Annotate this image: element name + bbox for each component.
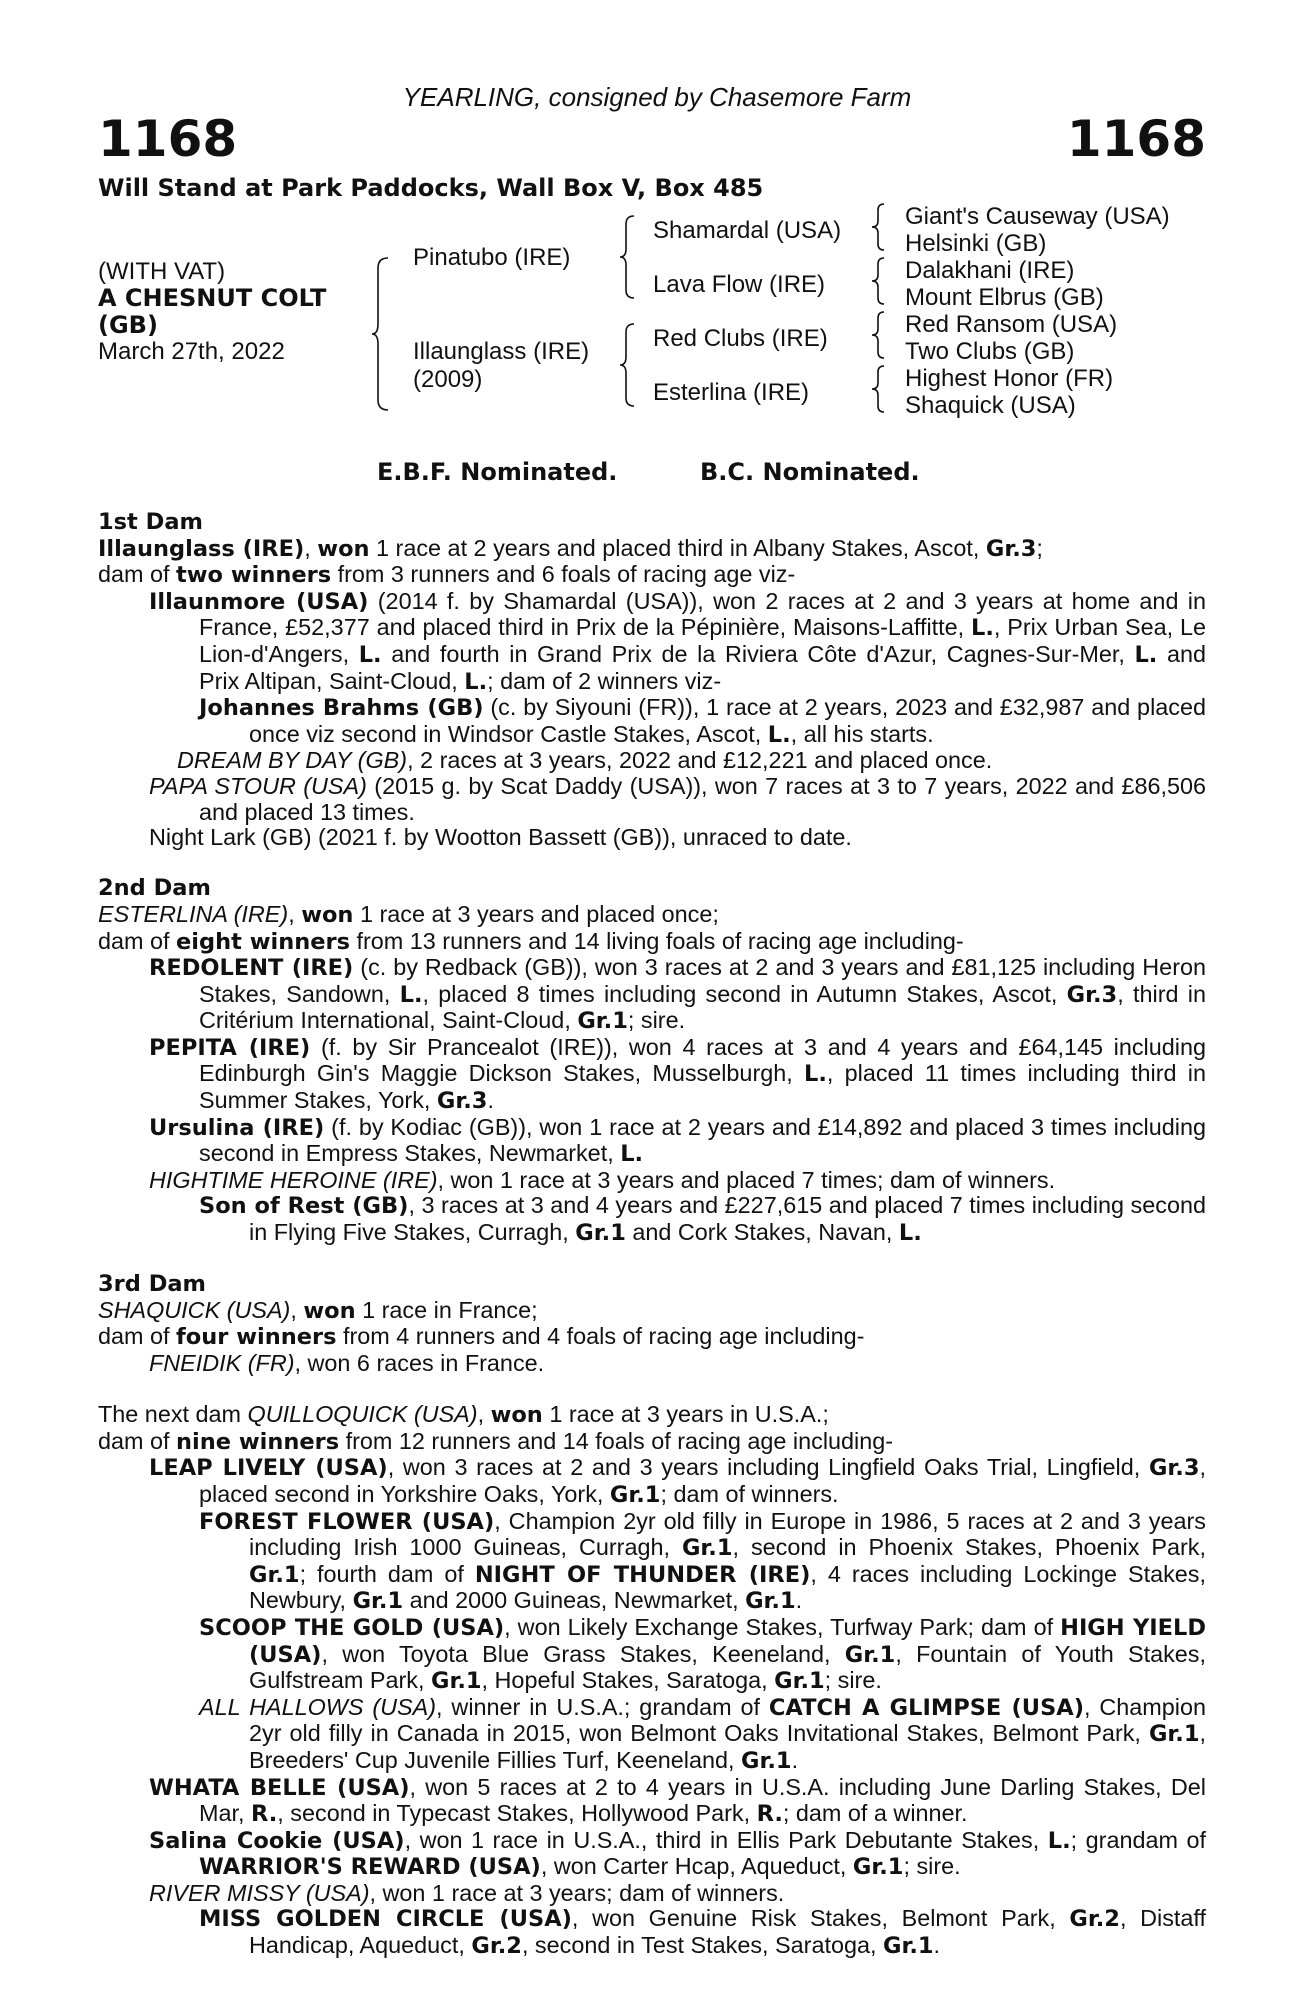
pedigree-dam-sire: Red Clubs (IRE)	[653, 325, 828, 352]
next-dam-grandfoal-1: FOREST FLOWER (USA), Champion 2yr old filly in Europe in 1986, 5 races at 2 and 3 years including Irish 1000 Guineas, Curragh, Gr.1, second in Phoenix Stakes, Phoenix Park, Gr.1; fourth dam of NIGHT OF THUNDER (IRE), 4 races including Lockinge Stakes, Newbury, Gr.1 and 2000 Guineas, Newmarket, Gr.1.	[199, 1507, 1206, 1615]
first-dam-grandfoal-1: Johannes Brahms (GB) (c. by Siyouni (FR)), 1 race at 2 years, 2023 and £32,987 and placed once viz second in Windsor Castle Stakes, Ascot, L., all his starts.	[199, 694, 1206, 748]
second-dam-produce: dam of eight winners from 13 runners and 14 living foals of racing age including-	[98, 927, 964, 955]
next-dam-produce: dam of nine winners from 12 runners and 14 foals of racing age including-	[98, 1427, 894, 1455]
third-dam-foal-1: FNEIDIK (FR), won 6 races in France.	[149, 1350, 545, 1376]
second-dam-grandfoal-1: Son of Rest (GB), 3 races at 3 and 4 years and £227,615 and placed 7 times including second in Flying Five Stakes, Curragh, Gr.1 and Cork Stakes, Navan, L.	[199, 1192, 1206, 1247]
pedigree-sire-sire: Shamardal (USA)	[653, 217, 842, 244]
lot-number-left: 1168	[98, 110, 238, 168]
next-dam-foal-1: LEAP LIVELY (USA), won 3 races at 2 and 3 years including Lingfield Oaks Trial, Lingfield, Gr.3, placed second in Yorkshire Oaks, York, Gr.1; dam of winners.	[149, 1454, 1207, 1508]
third-dam-heading: 3rd Dam	[98, 1271, 206, 1298]
bc-nomination: B.C. Nominated.	[700, 458, 920, 486]
next-dam-foal-3: Salina Cookie (USA), won 1 race in U.S.A., third in Ellis Park Debutante Stakes, L.; grandam of WARRIOR'S REWARD (USA), won Carter Hcap, Aqueduct, Gr.1; sire.	[149, 1826, 1207, 1881]
pedigree-g3-4: Mount Elbrus (GB)	[905, 284, 1104, 311]
next-dam-grandfoal-4: MISS GOLDEN CIRCLE (USA), won Genuine Risk Stakes, Belmont Park, Gr.2, Distaff Handicap, Aqueduct, Gr.2, second in Test Stakes, Saratoga, Gr.1.	[199, 1905, 1206, 1960]
stand-location: Will Stand at Park Paddocks, Wall Box V, Box 485	[98, 174, 764, 202]
first-dam-produce: dam of two winners from 3 runners and 6 foals of racing age viz-	[98, 561, 796, 589]
second-dam-heading: 2nd Dam	[98, 875, 211, 902]
horse-description: A CHESNUT COLT	[98, 284, 327, 312]
lot-number-right: 1168	[1066, 110, 1206, 168]
second-dam-foal-1: REDOLENT (IRE) (c. by Redback (GB)), won 3 races at 2 and 3 years and £81,125 including Heron Stakes, Sandown, L., placed 8 times including second in Autumn Stakes, Ascot, Gr.3, third in Critérium International, Saint-Cloud, Gr.1; sire.	[149, 954, 1206, 1035]
pedigree-brace-g4	[870, 364, 890, 414]
pedigree-brace-g3	[870, 310, 890, 360]
second-dam-foal-4: HIGHTIME HEROINE (IRE), won 1 race at 3 years and placed 7 times; dam of winners.	[149, 1166, 1056, 1193]
pedigree-sire: Pinatubo (IRE)	[413, 244, 571, 271]
pedigree-g3-8: Shaquick (USA)	[905, 392, 1076, 419]
second-dam-record: ESTERLINA (IRE), won 1 race at 3 years and placed once;	[98, 900, 719, 928]
first-dam-foal-3: Night Lark (GB) (2021 f. by Wootton Bassett (GB)), unraced to date.	[149, 824, 852, 851]
pedigree-g3-2: Helsinki (GB)	[905, 230, 1047, 257]
produce-record	[98, 510, 1206, 1960]
vat-note: (WITH VAT)	[98, 258, 226, 285]
pedigree-g3-1: Giant's Causeway (USA)	[905, 203, 1170, 230]
pedigree-g3-3: Dalakhani (IRE)	[905, 257, 1075, 284]
next-dam-record: The next dam QUILLOQUICK (USA), won 1 race at 3 years in U.S.A.;	[98, 1401, 829, 1429]
ebf-nomination: E.B.F. Nominated.	[377, 458, 618, 486]
pedigree-g3-5: Red Ransom (USA)	[905, 311, 1118, 338]
pedigree-brace-sire	[618, 214, 640, 300]
pedigree-sire-dam: Lava Flow (IRE)	[653, 271, 826, 298]
next-dam-grandfoal-3: ALL HALLOWS (USA), winner in U.S.A.; grandam of CATCH A GLIMPSE (USA), Champion 2yr old filly in Canada in 2015, won Belmont Oaks Invitational Stakes, Belmont Park, Gr.1, Breeders' Cup Juvenile Fillies Turf, Keeneland, Gr.1.	[199, 1693, 1206, 1774]
first-dam-grandfoal-2: DREAM BY DAY (GB), 2 races at 3 years, 2022 and £12,221 and placed once.	[177, 747, 993, 774]
pedigree-brace-g2	[870, 256, 890, 306]
pedigree-dam-year: (2009)	[413, 366, 483, 393]
second-dam-foal-3: Ursulina (IRE) (f. by Kodiac (GB)), won 1 race at 2 years and £14,892 and placed 3 times including second in Empress Stakes, Newmarket, L.	[149, 1113, 1206, 1168]
next-dam-grandfoal-2: SCOOP THE GOLD (USA), won Likely Exchange Stakes, Turfway Park; dam of HIGH YIELD (USA), won Toyota Blue Grass Stakes, Keeneland, Gr.1, Fountain of Youth Stakes, Gulfstream Park, Gr.1, Hopeful Stakes, Saratoga, Gr.1; sire.	[199, 1613, 1207, 1695]
pedigree-brace-main	[370, 256, 394, 412]
third-dam-produce: dam of four winners from 4 runners and 4 foals of racing age including-	[98, 1323, 865, 1351]
second-dam-foal-2: PEPITA (IRE) (f. by Sir Prancealot (IRE)), won 4 races at 3 and 4 years and £64,145 including Edinburgh Gin's Maggie Dickson Stakes, Musselburgh, L., placed 11 times including third in Summer Stakes, York, Gr.3.	[149, 1033, 1206, 1115]
first-dam-heading: 1st Dam	[98, 509, 203, 535]
pedigree-g3-7: Highest Honor (FR)	[905, 365, 1114, 392]
horse-description-country: (GB)	[98, 311, 158, 339]
pedigree-brace-dam	[618, 322, 640, 408]
pedigree-g3-6: Two Clubs (GB)	[905, 338, 1075, 365]
pedigree-brace-g1	[870, 202, 890, 252]
pedigree-dam-dam: Esterlina (IRE)	[653, 379, 810, 406]
consignment-line: YEARLING, consigned by Chasemore Farm	[402, 82, 912, 112]
foaling-date: March 27th, 2022	[98, 338, 285, 365]
next-dam-foal-2: WHATA BELLE (USA), won 5 races at 2 to 4 years in U.S.A. including June Darling Stakes, Del Mar, R., second in Typecast Stakes, Hollywood Park, R.; dam of a winner.	[149, 1773, 1206, 1828]
next-dam-foal-4: RIVER MISSY (USA), won 1 race at 3 years; dam of winners.	[149, 1879, 785, 1906]
pedigree-dam: Illaunglass (IRE)	[413, 338, 590, 365]
first-dam-foal-2: PAPA STOUR (USA) (2015 g. by Scat Daddy (USA)), won 7 races at 3 to 7 years, 2022 and £86,506 and placed 13 times.	[149, 772, 1206, 825]
first-dam-record: Illaunglass (IRE), won 1 race at 2 years and placed third in Albany Stakes, Ascot, Gr.3;	[98, 534, 1043, 562]
first-dam-foal-1: Illaunmore (USA) (2014 f. by Shamardal (USA)), won 2 races at 2 and 3 years at home and in France, £52,377 and placed third in Prix de la Pépinière, Maisons-Laffitte, L., Prix Urban Sea, Le Lion-d'Angers, L. and fourth in Grand Prix de la Riviera Côte d'Azur, Cagnes-Sur-Mer, L. and Prix Altipan, Saint-Cloud, L.; dam of 2 winners viz-	[149, 587, 1207, 695]
third-dam-record: SHAQUICK (USA), won 1 race in France;	[98, 1296, 538, 1324]
